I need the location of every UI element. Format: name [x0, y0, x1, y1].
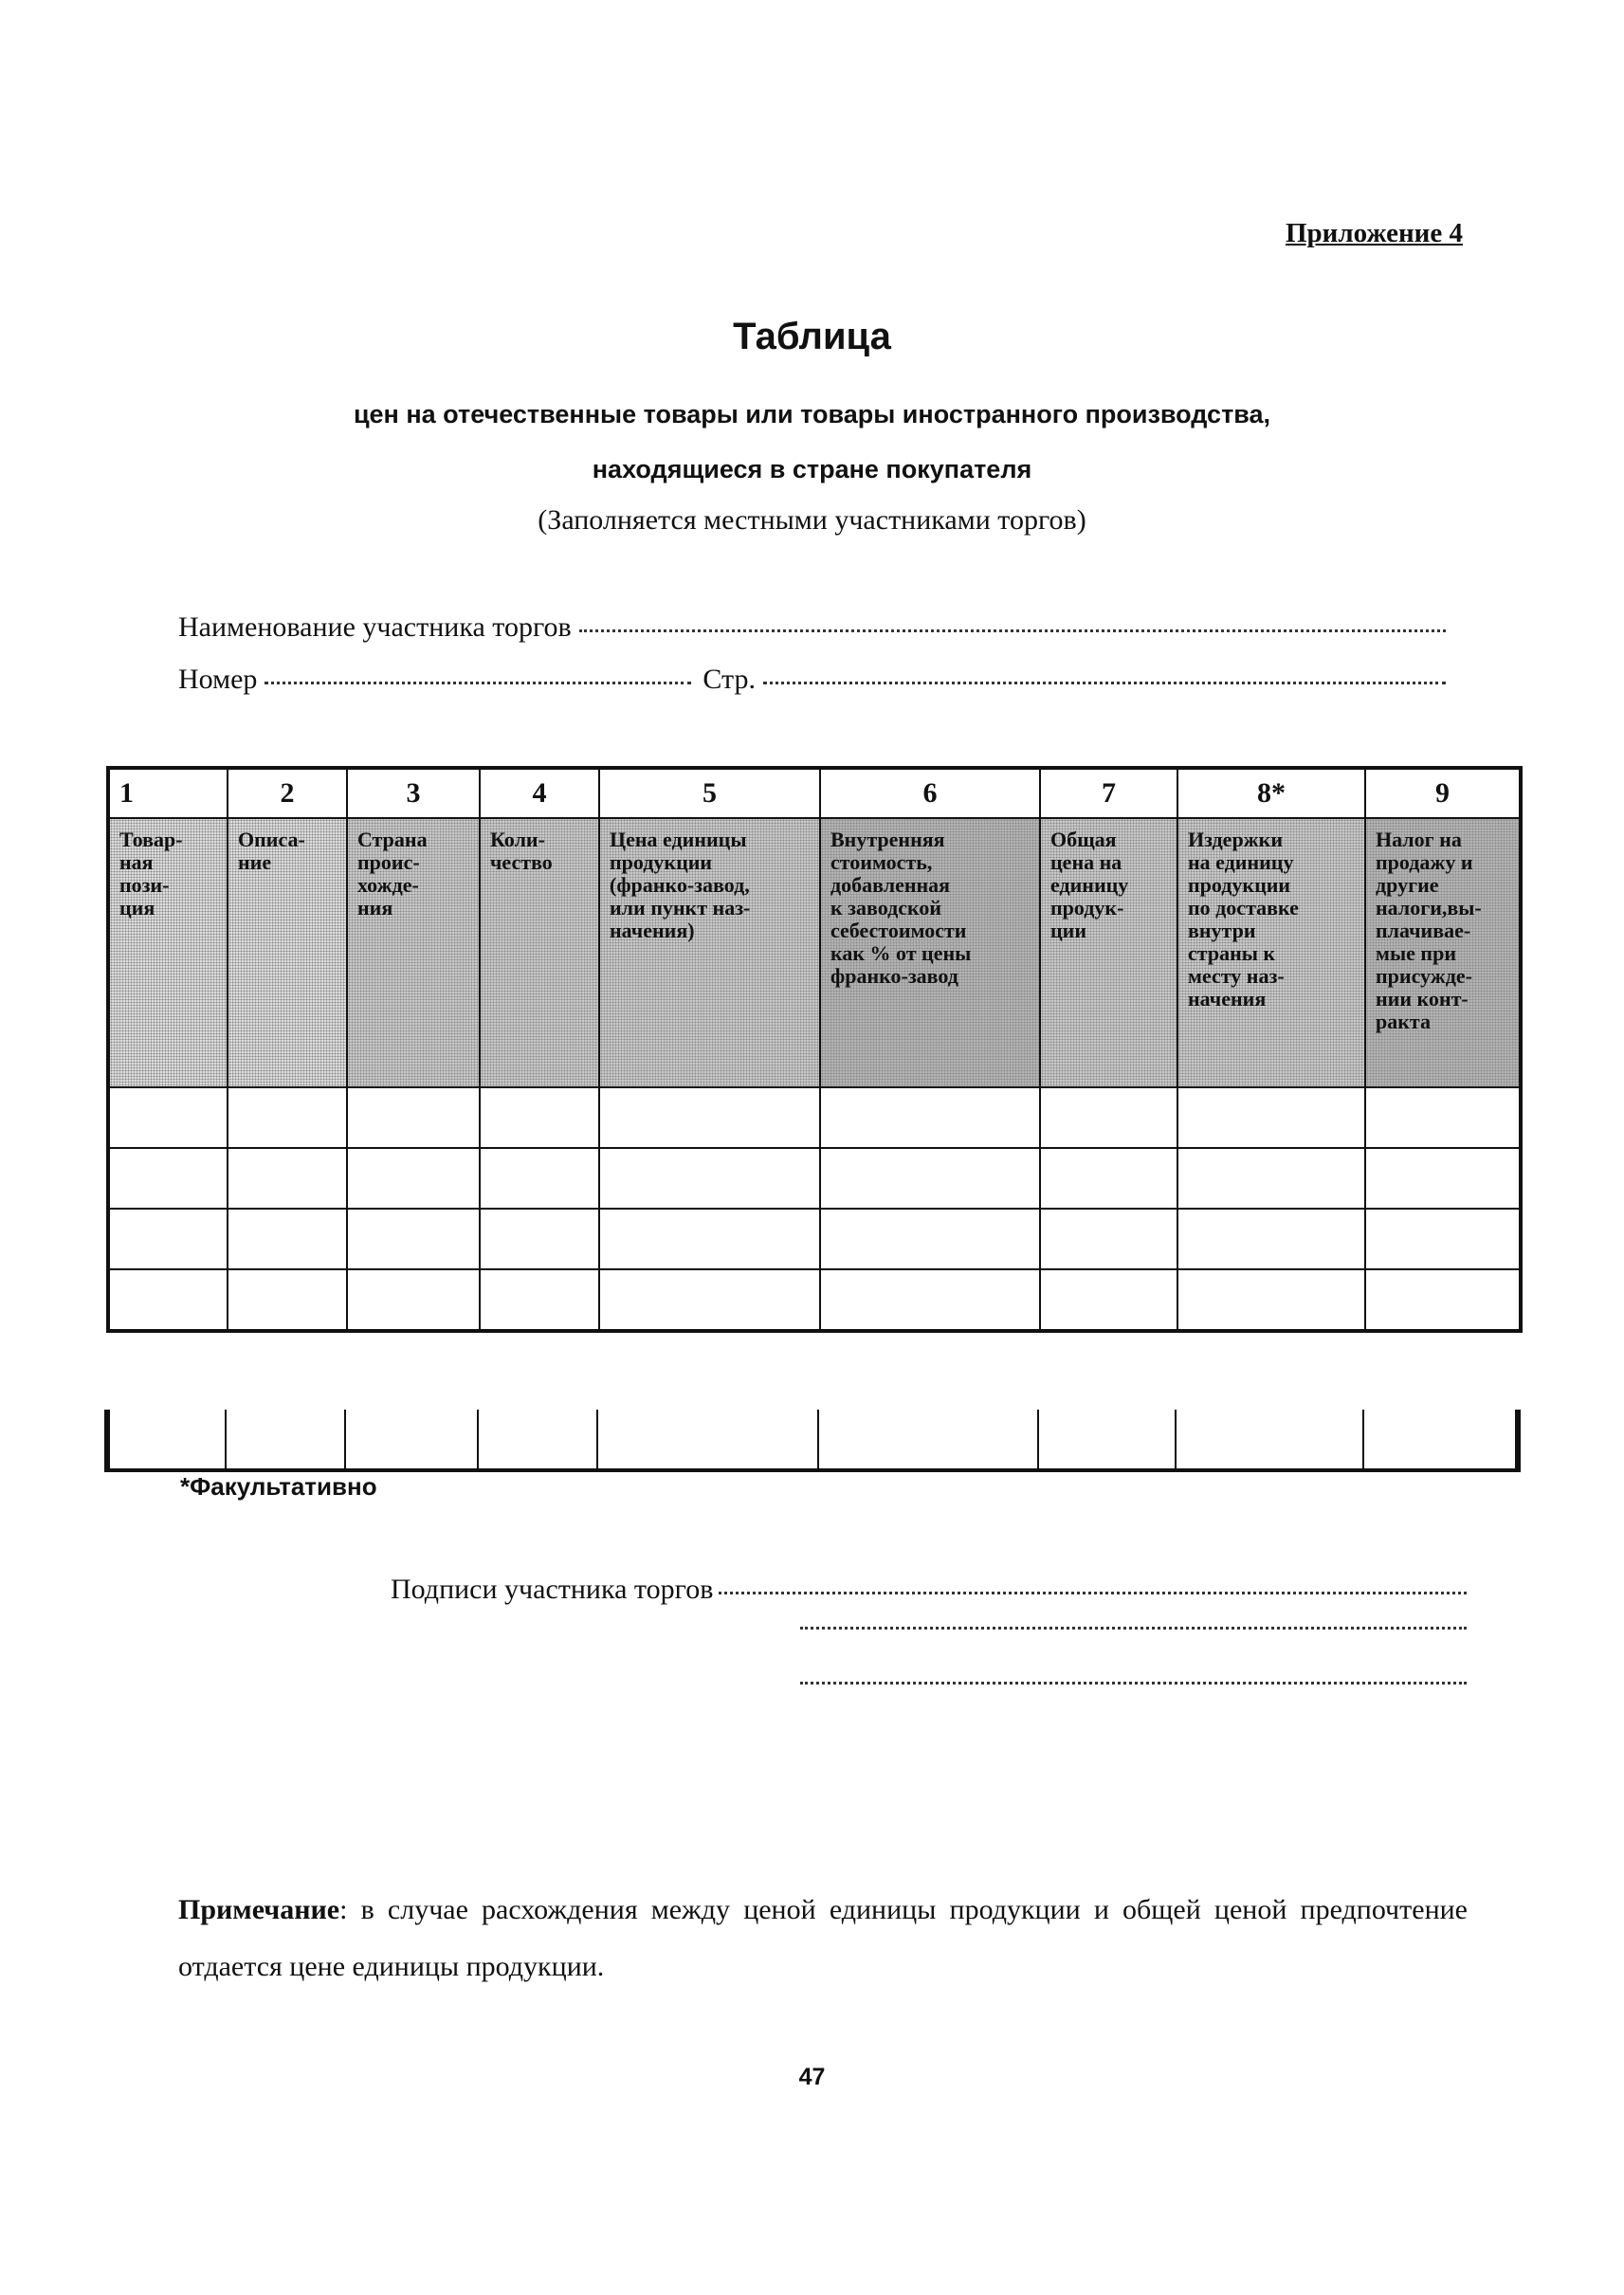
signature-dotted-line-1	[719, 1592, 1467, 1594]
column-header-line: себестоимости	[830, 919, 967, 942]
table-cell[interactable]	[480, 1269, 599, 1331]
column-header-line: продук-	[1050, 896, 1124, 920]
column-divider	[104, 1410, 108, 1472]
column-header-9	[1365, 818, 1521, 1087]
number-label: Номер	[178, 664, 258, 695]
column-header-line: Описа-	[238, 828, 305, 851]
participant-name-field[interactable]	[178, 611, 1453, 644]
column-header-line: начения	[1188, 987, 1267, 1011]
signature-dotted-line-2	[800, 1627, 1467, 1630]
participant-name-dotted-line	[579, 629, 1446, 632]
column-header-line: продукции	[1188, 873, 1291, 897]
column-divider	[1175, 1410, 1177, 1472]
table-row	[108, 1209, 1521, 1269]
table-cell[interactable]	[1177, 1087, 1365, 1148]
table-continuation-bottom	[106, 1410, 1519, 1472]
table-row	[108, 1148, 1521, 1209]
table-cell[interactable]	[599, 1269, 820, 1331]
page-number: 47	[798, 2064, 826, 2090]
table-cell[interactable]	[599, 1148, 820, 1209]
column-header-line: мые при	[1376, 941, 1457, 965]
fill-instruction: (Заполняется местными участниками торгов)	[538, 504, 1086, 536]
remark-label: Примечание	[178, 1894, 340, 1925]
table-cell[interactable]	[228, 1209, 347, 1269]
table-cell[interactable]	[347, 1269, 480, 1331]
column-divider	[1362, 1410, 1364, 1472]
remark-paragraph	[178, 1882, 1468, 1995]
table-cell[interactable]	[228, 1087, 347, 1148]
column-number-5: 5	[599, 768, 820, 818]
column-header-line: присужде-	[1376, 964, 1472, 988]
column-number-7: 7	[1040, 768, 1177, 818]
column-header-line: Цена единицы	[610, 828, 747, 851]
table-cell[interactable]	[820, 1209, 1040, 1269]
page-dotted-line	[763, 682, 1446, 684]
column-header-line: пози-	[119, 873, 170, 897]
table-cell[interactable]	[1040, 1269, 1177, 1331]
column-header-1	[108, 818, 228, 1087]
column-header-line: месту наз-	[1188, 964, 1285, 988]
column-header-line: или пункт наз-	[610, 896, 751, 920]
column-header-line: плачивае-	[1376, 919, 1471, 942]
table-cell[interactable]	[228, 1269, 347, 1331]
column-header-line: Налог на	[1376, 828, 1462, 851]
table-row	[108, 1269, 1521, 1331]
table-cell[interactable]	[1365, 1148, 1521, 1209]
signature-line-2[interactable]	[794, 1630, 1467, 1633]
column-header-line: продукции	[610, 850, 713, 874]
table-cell[interactable]	[1040, 1209, 1177, 1269]
column-header-4	[480, 818, 599, 1087]
table-cell[interactable]	[1177, 1209, 1365, 1269]
column-divider	[477, 1410, 479, 1472]
column-number-1: 1	[108, 768, 228, 818]
number-page-field[interactable]	[178, 664, 1453, 696]
column-header-line: Издержки	[1188, 828, 1283, 851]
column-header-line: хожде-	[357, 873, 419, 897]
table-cell[interactable]	[1040, 1148, 1177, 1209]
column-header-line: (франко-завод,	[610, 873, 750, 897]
column-header-line: продажу и	[1376, 850, 1473, 874]
signature-dotted-line-3	[800, 1682, 1467, 1685]
signature-line-3[interactable]	[794, 1685, 1467, 1688]
column-header-line: ции	[1050, 919, 1087, 942]
remark-text: : в случае расхождения между ценой единицы продукции и общей ценой предпочтение отдается цене единицы продукции.	[178, 1894, 1468, 1982]
column-header-line: по доставке	[1188, 896, 1299, 920]
column-header-line: к заводской	[830, 896, 942, 920]
table-cell[interactable]	[108, 1209, 228, 1269]
column-header-line: проис-	[357, 850, 420, 874]
column-number-8: 8*	[1177, 768, 1365, 818]
table-cell[interactable]	[347, 1148, 480, 1209]
table-cell[interactable]	[108, 1148, 228, 1209]
table-cell[interactable]	[820, 1087, 1040, 1148]
table-cell[interactable]	[1365, 1209, 1521, 1269]
column-header-line: на единицу	[1188, 850, 1294, 874]
column-header-line: другие	[1376, 873, 1439, 897]
table-cell[interactable]	[1177, 1269, 1365, 1331]
table-cell[interactable]	[108, 1269, 228, 1331]
column-header-line: Общая	[1050, 828, 1117, 851]
column-header-line: начения)	[610, 919, 695, 942]
column-divider	[596, 1410, 598, 1472]
column-header-line: единицу	[1050, 873, 1129, 897]
appendix-label: Приложение 4	[1286, 218, 1463, 248]
column-number-9: 9	[1365, 768, 1521, 818]
column-header-3	[347, 818, 480, 1087]
table-cell[interactable]	[228, 1148, 347, 1209]
column-header-line: Внутренняя	[830, 828, 945, 851]
column-header-line: франко-завод	[830, 964, 958, 988]
column-header-line: ракта	[1376, 1010, 1431, 1033]
column-number-3: 3	[347, 768, 480, 818]
prices-table	[106, 766, 1523, 1333]
column-header-line: внутри	[1188, 919, 1256, 942]
footnote: *Факультативно	[180, 1472, 377, 1501]
participant-name-label: Наименование участника торгов	[178, 611, 572, 643]
column-header-6	[820, 818, 1040, 1087]
signature-line-1[interactable]	[391, 1574, 1467, 1606]
column-divider	[1517, 1410, 1521, 1472]
column-header-line: нии конт-	[1376, 987, 1469, 1011]
table-cell[interactable]	[347, 1087, 480, 1148]
column-number-2: 2	[228, 768, 347, 818]
number-dotted-line	[265, 682, 691, 684]
column-header-line: Страна	[357, 828, 428, 851]
column-header-line: ция	[119, 896, 155, 920]
column-header-line: как % от цены	[830, 941, 972, 965]
column-header-line: налоги,вы-	[1376, 896, 1482, 920]
column-header-line: Коли-	[490, 828, 545, 851]
column-header-line: ние	[238, 850, 272, 874]
document-title: Таблица	[733, 316, 891, 357]
table-cell[interactable]	[480, 1087, 599, 1148]
table-cell[interactable]	[1365, 1269, 1521, 1331]
column-header-7	[1040, 818, 1177, 1087]
table-cell[interactable]	[347, 1209, 480, 1269]
table-cell[interactable]	[1177, 1148, 1365, 1209]
column-divider	[225, 1410, 227, 1472]
table-cell[interactable]	[480, 1148, 599, 1209]
table-cell[interactable]	[820, 1148, 1040, 1209]
subtitle-line-1: цен на отечественные товары или товары иностранного производства,	[353, 400, 1271, 428]
column-header-row	[108, 818, 1521, 1087]
column-header-line: ная	[119, 850, 154, 874]
table-cell[interactable]	[480, 1209, 599, 1269]
column-number-6: 6	[820, 768, 1040, 818]
column-number-row	[108, 768, 1521, 818]
page-label: Стр.	[703, 664, 756, 695]
table-cell[interactable]	[599, 1087, 820, 1148]
column-header-5	[599, 818, 820, 1087]
column-divider	[817, 1410, 819, 1472]
table-cell[interactable]	[1040, 1087, 1177, 1148]
column-divider	[1037, 1410, 1039, 1472]
column-header-line: Товар-	[119, 828, 183, 851]
column-header-line: ния	[357, 896, 393, 920]
column-divider	[344, 1410, 346, 1472]
table-cell[interactable]	[108, 1087, 228, 1148]
table-cell[interactable]	[599, 1209, 820, 1269]
column-header-line: чество	[490, 850, 553, 874]
column-header-line: страны к	[1188, 941, 1276, 965]
column-header-2	[228, 818, 347, 1087]
column-number-4: 4	[480, 768, 599, 818]
column-header-8	[1177, 818, 1365, 1087]
table-row	[108, 1087, 1521, 1148]
column-header-line: добавленная	[830, 873, 951, 897]
table-cell[interactable]	[1365, 1087, 1521, 1148]
signature-label: Подписи участника торгов	[391, 1574, 714, 1605]
column-header-line: цена на	[1050, 850, 1122, 874]
subtitle-line-2: находящиеся в стране покупателя	[592, 455, 1032, 483]
table-cell[interactable]	[820, 1269, 1040, 1331]
column-header-line: стоимость,	[830, 850, 933, 874]
